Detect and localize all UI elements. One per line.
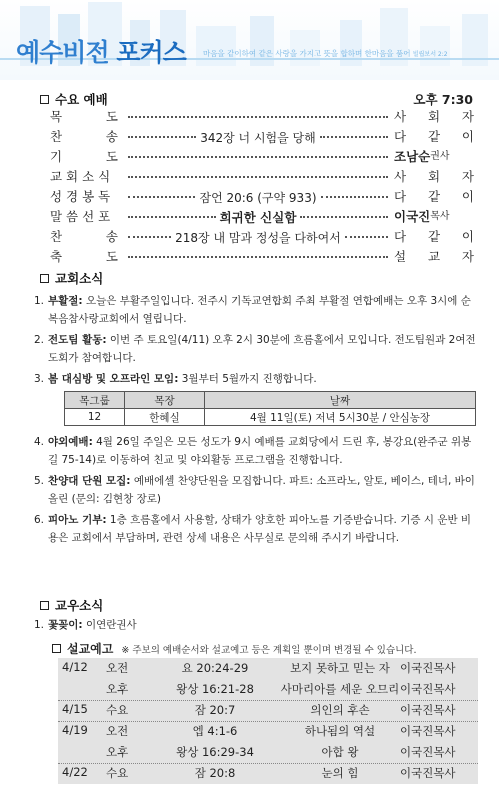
dotted-leader (345, 236, 388, 238)
order-person (394, 247, 474, 265)
schedule-row (58, 658, 478, 679)
checkbox-square-icon (40, 95, 49, 104)
schedule-service: 수요 (106, 766, 129, 780)
news-body: 4월 26일 주일은 모든 성도가 9시 예배를 교회당에서 드린 후, 봉강요(완주군 위봉길 75-14)로 이동하여 친교 및 야외활동 프로그램을 진행합니다. (48, 436, 472, 466)
order-label (50, 187, 118, 205)
news-title: 전도팀 활동: (48, 334, 107, 346)
order-label-part: 도 (105, 149, 118, 164)
schedule-row (58, 742, 478, 763)
motto-reference: 빌립보서 2:2 (412, 51, 448, 58)
news-title: 피아노 기부: (48, 514, 107, 526)
news-title: 꽃꽂이: (48, 619, 83, 631)
order-content (124, 227, 392, 247)
schedule-row (58, 679, 478, 700)
newsletter-title (16, 33, 186, 69)
person-role: 사 회 자 (394, 109, 474, 124)
person-title: 권사 (430, 151, 450, 162)
small-group-table (64, 391, 476, 426)
schedule-title: 아합 왕 (321, 745, 359, 759)
order-label (50, 167, 118, 185)
order-content-text: 218장 내 맘과 정성을 다하여서 (175, 230, 341, 245)
schedule-verse: 잠 20:8 (194, 766, 236, 780)
order-person (394, 187, 474, 205)
worship-order-row (50, 147, 474, 167)
order-person (394, 147, 474, 165)
order-content (124, 107, 392, 127)
worship-order-row (50, 207, 474, 227)
order-person (394, 227, 474, 245)
col-header-leader: 목장 (125, 392, 205, 409)
cell-group: 12 (65, 409, 125, 426)
checkbox-square-icon (40, 601, 49, 610)
news-number: 4. (34, 436, 45, 448)
person-role: 사 회 자 (394, 169, 474, 184)
order-content-text: 잠언 20:6 (구약 933) (199, 190, 317, 205)
schedule-date: 4/19 (62, 723, 88, 737)
order-content (124, 167, 392, 187)
sermon-schedule-table (58, 658, 478, 784)
flower-item (34, 616, 478, 634)
news-item-1 (34, 292, 478, 328)
order-label-part: 도 (105, 249, 118, 264)
order-label-part: 송 (105, 129, 118, 144)
news-body: 오늘은 부활주일입니다. 전주시 기독교연합회 주최 부활절 연합예배는 오후 3시에 순복음참사랑교회에서 열립니다. (48, 295, 471, 325)
worship-time: 오후 7:30 (413, 92, 473, 107)
schedule-service: 오후 (106, 745, 129, 759)
schedule-row (58, 763, 478, 784)
member-news-heading (40, 596, 103, 614)
table-row (65, 409, 476, 426)
news-title: 야외예배: (48, 436, 93, 448)
dotted-leader (128, 136, 196, 138)
order-label-part: 성 경 봉 독 (50, 189, 111, 204)
order-label (50, 227, 118, 245)
schedule-service: 오전 (106, 661, 129, 675)
sermon-preview-heading-text: 설교예고 (67, 642, 114, 656)
row-divider (58, 763, 478, 764)
person-role: 다 같 이 (394, 129, 474, 144)
sermon-preview-note: ※ 주보의 예배순서와 설교예고 등은 계획일 뿐이며 변경될 수 있습니다. (121, 645, 417, 656)
order-content (124, 187, 392, 207)
schedule-title: 사마리아를 세운 오므리 (280, 682, 400, 696)
person-title: 목사 (430, 211, 450, 222)
schedule-date: 4/22 (62, 765, 88, 779)
news-number: 1. (34, 295, 45, 307)
header-banner (0, 0, 499, 80)
schedule-verse: 잠 20:7 (194, 703, 236, 717)
schedule-service: 오전 (106, 724, 129, 738)
row-divider (58, 721, 478, 722)
schedule-preacher: 이국진목사 (400, 682, 456, 696)
news-body: 1층 흐름홀에서 사용할, 상태가 양호한 피아노를 기증받습니다. 기증 시 운반 비용은 교회에서 부담하며, 관련 상세 내용은 사무실로 문의해 주시기 바랍니다. (48, 514, 472, 544)
person-name: 이국진 (394, 209, 431, 224)
order-label-part: 말 씀 선 포 (50, 209, 111, 224)
order-label (50, 127, 118, 145)
news-number: 3. (34, 373, 45, 385)
news-number: 6. (34, 514, 45, 526)
order-person (394, 207, 474, 225)
dotted-leader (321, 196, 388, 198)
news-body: 예배에셀 찬양단원을 모집합니다. 파트: 소프라노, 알토, 베이스, 테너, 바이올린 (문의: 김현창 장로) (48, 475, 475, 505)
order-content-text: 희귀한 신실함 (219, 210, 297, 225)
order-label-part: 송 (105, 229, 118, 244)
order-content (124, 127, 392, 147)
schedule-title: 의인의 후손 (310, 703, 370, 717)
person-role: 다 같 이 (394, 189, 474, 204)
row-divider (58, 700, 478, 701)
news-body: 이번 주 토요일(4/11) 오후 2시 30분에 흐름홀에서 모입니다. 전도팀원과 2여전도회가 참여합니다. (48, 334, 476, 364)
title-part-a: 예수비전 (16, 38, 109, 67)
schedule-row (58, 700, 478, 721)
order-label-part: 찬 (50, 229, 63, 244)
news-item-5 (34, 472, 478, 508)
schedule-service: 오후 (106, 682, 129, 696)
sermon-preview-heading (52, 640, 417, 657)
schedule-verse: 엡 4:1-6 (192, 724, 238, 738)
dotted-leader (128, 176, 388, 178)
order-label-part: 목 (50, 109, 63, 124)
worship-order-row (50, 187, 474, 207)
worship-order-row (50, 247, 474, 267)
news-number: 2. (34, 334, 45, 346)
col-header-group: 목그룹 (65, 392, 125, 409)
worship-heading (40, 90, 108, 108)
worship-order-row (50, 167, 474, 187)
table-header-row (65, 392, 476, 409)
person-role: 설 교 자 (394, 249, 474, 264)
dotted-leader (128, 216, 216, 218)
schedule-preacher: 이국진목사 (400, 661, 456, 675)
schedule-date: 4/15 (62, 702, 88, 716)
news-title: 부활절: (48, 295, 83, 307)
news-item-3 (34, 370, 478, 388)
worship-order-row (50, 107, 474, 127)
schedule-preacher: 이국진목사 (400, 745, 456, 759)
schedule-service: 수요 (106, 703, 129, 717)
news-title: 찬양대 단원 모집: (48, 475, 131, 487)
order-content (124, 247, 392, 267)
dotted-leader (128, 256, 388, 258)
schedule-preacher: 이국진목사 (400, 724, 456, 738)
checkbox-square-icon (52, 644, 61, 653)
schedule-row (58, 721, 478, 742)
worship-order-row (50, 127, 474, 147)
church-news-heading (40, 269, 103, 287)
worship-heading-text: 수요 예배 (55, 92, 108, 107)
order-label (50, 207, 118, 225)
order-label-part: 찬 (50, 129, 63, 144)
schedule-preacher: 이국진목사 (400, 766, 456, 780)
member-news-heading-text: 교우소식 (55, 598, 104, 613)
dotted-leader (128, 116, 388, 118)
order-label (50, 107, 118, 125)
dotted-leader (128, 236, 171, 238)
dotted-leader (300, 216, 388, 218)
news-number: 1. (34, 619, 45, 631)
schedule-preacher: 이국진목사 (400, 703, 456, 717)
schedule-verse: 요 20:24-29 (181, 661, 249, 675)
title-part-b: 포커스 (116, 38, 186, 67)
schedule-title: 보지 못하고 믿는 자 (290, 661, 390, 675)
dotted-leader (128, 156, 388, 158)
news-item-6 (34, 511, 478, 547)
order-label-part: 교 회 소 식 (50, 169, 111, 184)
order-label (50, 147, 118, 165)
schedule-verse: 왕상 16:29-34 (176, 745, 254, 759)
cell-leader: 한혜실 (125, 409, 205, 426)
checkbox-square-icon (40, 274, 49, 283)
order-person (394, 107, 474, 125)
news-body: 3월부터 5월까지 진행합니다. (178, 373, 317, 385)
schedule-title: 하나됨의 역설 (304, 724, 376, 738)
news-title: 봄 대심방 및 오프라인 모임: (48, 373, 179, 385)
order-label (50, 247, 118, 265)
news-number: 5. (34, 475, 45, 487)
order-content (124, 147, 392, 167)
news-item-4 (34, 433, 478, 469)
order-person (394, 127, 474, 145)
col-header-date: 날짜 (205, 392, 476, 409)
schedule-date: 4/12 (62, 660, 88, 674)
cell-date: 4월 11일(토) 저녁 5시30분 / 안심농장 (205, 409, 476, 426)
worship-order-row (50, 227, 474, 247)
schedule-title: 눈의 힘 (321, 766, 359, 780)
order-label-part: 축 (50, 249, 63, 264)
order-content (124, 207, 392, 227)
dotted-leader (128, 196, 195, 198)
news-item-2 (34, 331, 478, 367)
schedule-verse: 왕상 16:21-28 (176, 682, 254, 696)
motto (203, 48, 448, 59)
motto-text: 마음을 같이하여 같은 사랑을 가지고 뜻을 합하며 한마음을 품어 (203, 49, 411, 58)
person-name: 조남순 (394, 149, 431, 164)
church-news-heading-text: 교회소식 (55, 271, 104, 286)
person-role: 다 같 이 (394, 229, 474, 244)
order-label-part: 도 (105, 109, 118, 124)
order-label-part: 기 (50, 149, 63, 164)
dotted-leader (320, 136, 388, 138)
news-body: 이연란권사 (82, 619, 137, 631)
order-person (394, 167, 474, 185)
order-content-text: 342장 너 시험을 당해 (200, 130, 316, 145)
